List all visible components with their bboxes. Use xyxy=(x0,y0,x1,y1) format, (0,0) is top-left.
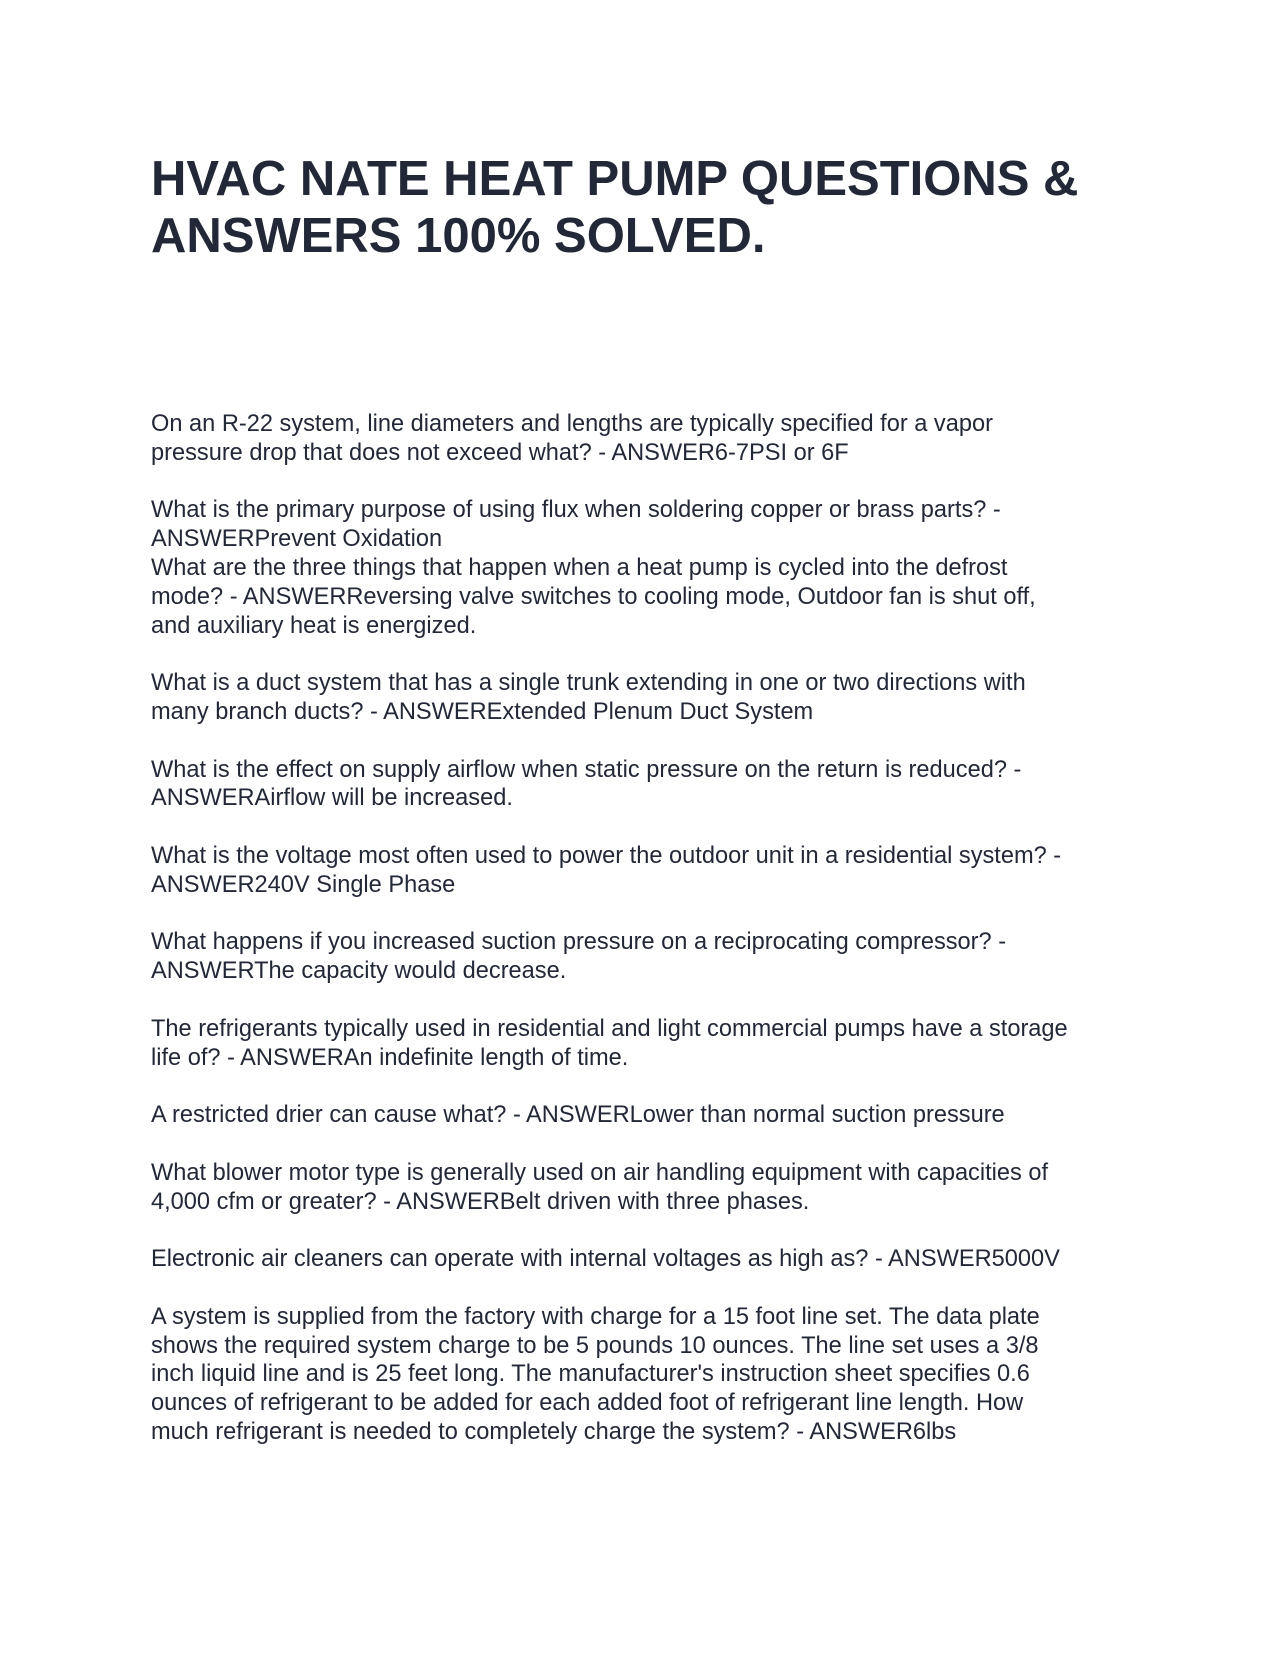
qa-line: ANSWERPrevent Oxidation xyxy=(151,526,443,553)
qa-line: What is the effect on supply airflow when static pressure on the return is reduced? - xyxy=(151,756,1022,783)
qa-line: many branch ducts? - ANSWERExtended Plenum Duct System xyxy=(151,698,814,725)
qa-line: ounces of refrigerant to be added for each added foot of refrigerant line length. How xyxy=(151,1390,1024,1417)
qa-line: What is the primary purpose of using flux when soldering copper or brass parts? - xyxy=(151,497,1001,524)
qa-line: What is the voltage most often used to power the outdoor unit in a residential system? - xyxy=(151,842,1062,869)
qa-line: Electronic air cleaners can operate with internal voltages as high as? - ANSWER5000V xyxy=(151,1246,1060,1273)
qa-line: ANSWER240V Single Phase xyxy=(151,871,456,898)
qa-item xyxy=(151,1015,1151,1073)
qa-item xyxy=(151,756,1151,814)
qa-item xyxy=(151,410,1151,468)
qa-item xyxy=(151,1101,1151,1130)
qa-line: A restricted drier can cause what? - ANSWERLower than normal suction pressure xyxy=(151,1102,1005,1129)
qa-item xyxy=(151,928,1151,986)
qa-item xyxy=(151,1245,1151,1274)
qa-item xyxy=(151,1159,1151,1217)
qa-line: What are the three things that happen when a heat pump is cycled into the defrost xyxy=(151,554,1008,581)
qa-line: mode? - ANSWERReversing valve switches to cooling mode, Outdoor fan is shut off, xyxy=(151,583,1036,610)
document-title xyxy=(151,151,1151,265)
qa-list xyxy=(151,410,1151,1447)
qa-line: A system is supplied from the factory with charge for a 15 foot line set. The data plate xyxy=(151,1303,1040,1330)
qa-line: and auxiliary heat is energized. xyxy=(151,612,477,639)
document-title-line: ANSWERS 100% SOLVED. xyxy=(151,209,766,263)
qa-line: ANSWERThe capacity would decrease. xyxy=(151,958,567,985)
qa-line: ANSWERAirflow will be increased. xyxy=(151,785,513,812)
qa-line: What is a duct system that has a single trunk extending in one or two directions with xyxy=(151,670,1026,697)
qa-line: What blower motor type is generally used on air handling equipment with capacities of xyxy=(151,1159,1049,1186)
qa-line: much refrigerant is needed to completely charge the system? - ANSWER6lbs xyxy=(151,1418,957,1445)
qa-line: shows the required system charge to be 5 pounds 10 ounces. The line set uses a 3/8 xyxy=(151,1332,1039,1359)
qa-item xyxy=(151,842,1151,900)
document-title-line: HVAC NATE HEAT PUMP QUESTIONS & xyxy=(151,152,1079,206)
qa-line: life of? - ANSWERAn indefinite length of time. xyxy=(151,1044,629,1071)
qa-line: pressure drop that does not exceed what? - ANSWER6-7PSI or 6F xyxy=(151,439,849,466)
qa-line: On an R-22 system, line diameters and lengths are typically specified for a vapor xyxy=(151,411,993,437)
qa-item xyxy=(151,496,1151,554)
qa-line: 4,000 cfm or greater? - ANSWERBelt driven with three phases. xyxy=(151,1188,810,1215)
qa-item xyxy=(151,554,1151,640)
qa-line: What happens if you increased suction pressure on a reciprocating compressor? - xyxy=(151,929,1007,956)
qa-item xyxy=(151,1303,1151,1447)
qa-item xyxy=(151,669,1151,727)
qa-line: inch liquid line and is 25 feet long. The manufacturer's instruction sheet specifies 0.6 xyxy=(151,1361,1030,1388)
qa-line: The refrigerants typically used in residential and light commercial pumps have a storage xyxy=(151,1015,1068,1042)
